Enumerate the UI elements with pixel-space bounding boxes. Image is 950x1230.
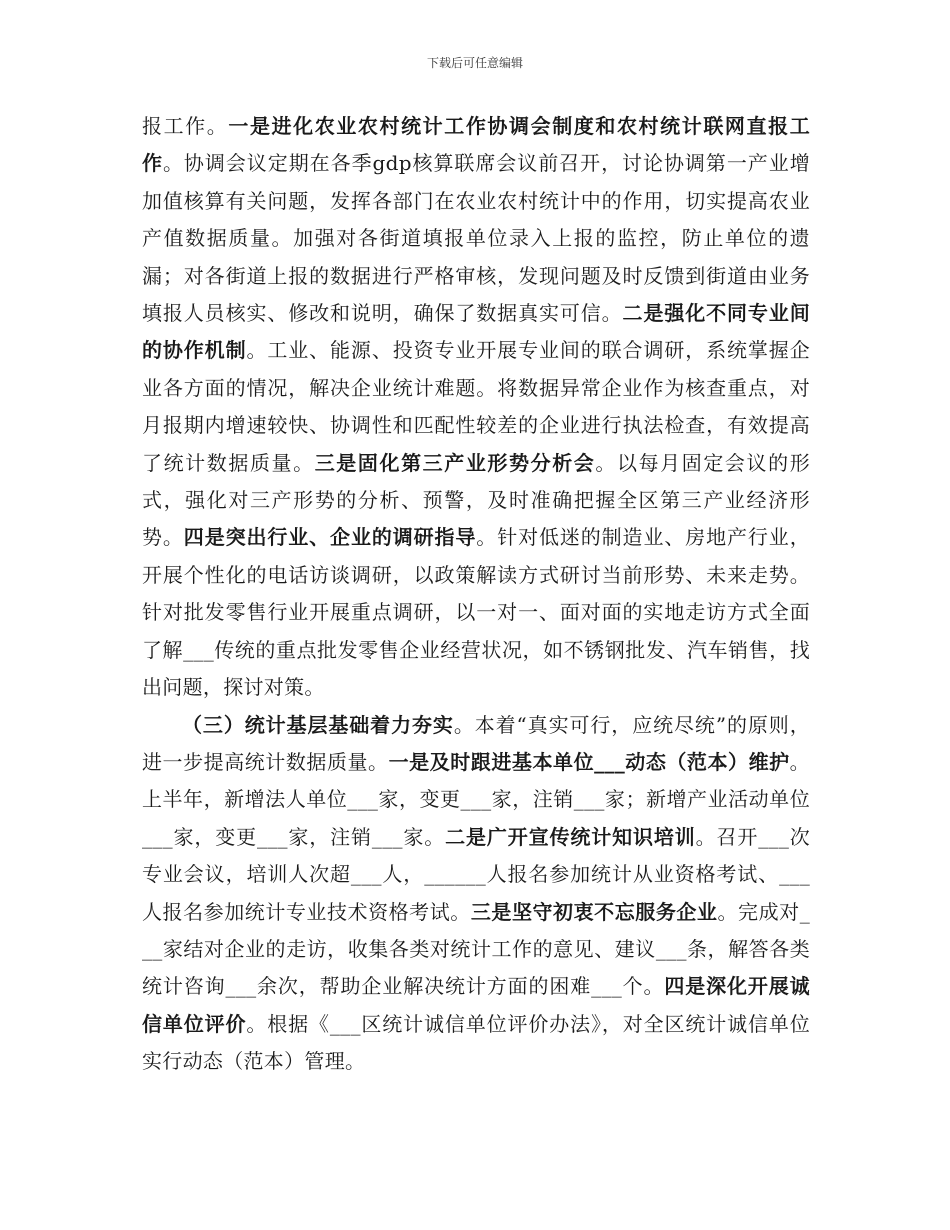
body-text: 报工作。 [142,114,229,138]
body-text: 。根据《___区统计诚信单位评价办法》，对全区统计诚信单位实行动态（范本）管理。 [142,1011,811,1074]
body-text: 。工业、能源、投资专业开展专业间的联合调研，系统掌握企业各方面的情况，解决企业统计难题。将数据异常企业作为核查重点，对月报期内增速较快、协调性和匹配性较差的企业进行执法检查，有效提高了统计数据质量。 [142,338,810,475]
bold-heading-text: 一是进化农业农村统计工作协调会制度和农村统计联网直报工作 [142,114,810,176]
bold-heading-text: 三是坚守初衷不忘服务企业 [470,899,718,924]
body-text: 。协调会议定期在各季gdp核算联席会议前召开，讨论协调第一产业增加值核算有关问题，发挥各部门在农业农村统计中的作用，切实提高农业产值数据质量。加强对各街道填报单位录入上报的监控，防止单位的遗漏；对各街道上报的数据进行严格审核，发现问题及时反馈到街道由业务填报人员核实、修改和说明，确保了数据真实可信。 [142,151,810,326]
page-header-note: 下载后可任意编辑 [426,56,523,70]
body-text: 。以每月固定会议的形式，强化对三产形势的分析、预警，及时准确把握全区第三产业经济形势。 [142,450,810,550]
body-text: 。召开___次专业会议，培训人次超___人，______人报名参加统计从业资格考试、___人报名参加统计专业技术资格考试。 [142,824,810,924]
bold-heading-text: 二是强化不同专业间的协作机制 [142,301,810,363]
bold-heading-text: 二是广开宣传统计知识培训 [445,824,696,849]
paragraph [142,707,810,1081]
body-text: 。针对低迷的制造业、房地产行业，开展个性化的电话访谈调研，以政策解读方式研讨当前形势、未来走势。针对批发零售行业开展重点调研，以一对一、面对面的实地走访方式全面了解___传统的重点批发零售企业经营状况，如不锈钢批发、汽车销售，找出问题，探讨对策。 [142,525,810,700]
paragraph [142,108,810,707]
bold-heading-text: 四是深化开展诚信单位评价 [142,974,810,1036]
bold-heading-text: 四是突出行业、企业的调研指导 [183,525,477,550]
document-body [142,108,810,1081]
body-text: 。完成对___家结对企业的走访，收集各类对统计工作的意见、建议___条，解答各类统计咨询___余次，帮助企业解决统计方面的困难___个。 [142,899,810,999]
bold-heading-text: 三是固化第三产业形势分析会 [314,450,596,475]
bold-heading-text: 一是及时跟进基本单位___动态（范本）维护 [388,749,790,774]
body-text: 。本着“真实可行，应统尽统”的原则，进一步提高统计数据质量。 [142,712,810,774]
bold-heading-text: （三）统计基层基础着力夯实 [182,712,454,737]
body-text: 。上半年，新增法人单位___家，变更___家，注销___家；新增产业活动单位___家，变更___家，注销___家。 [142,749,810,849]
